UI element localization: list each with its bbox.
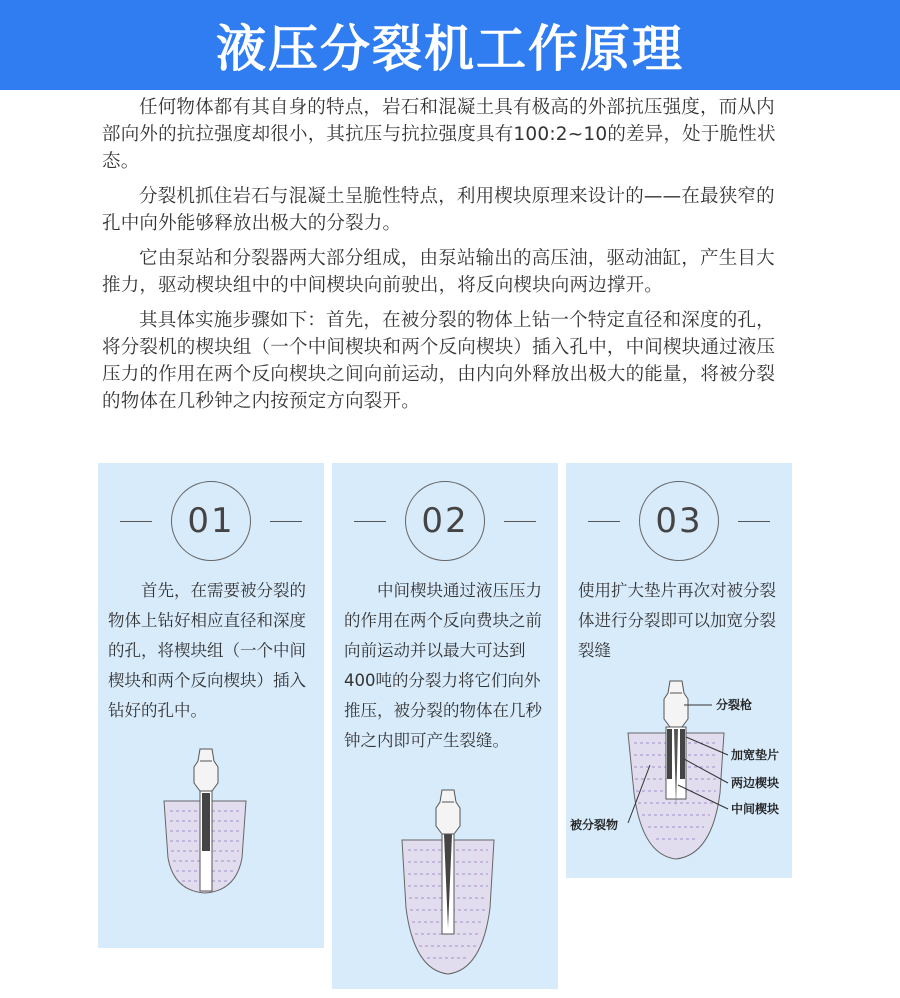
step-description: 使用扩大垫片再次对被分裂体进行分裂即可以加宽分裂裂缝 bbox=[578, 581, 776, 660]
step-description: 中间楔块通过液压压力的作用在两个反向费块之前向前运动并以最大可达到400吨的分裂力将它们向外推压，被分裂的物体在几秒钟之内即可产生裂缝。 bbox=[344, 581, 542, 750]
intro-paragraph: 其具体实施步骤如下：首先，在被分裂的物体上钻一个特定直径和深度的孔，将分裂机的楔块组（一个中间楔块和两个反向楔块）插入孔中，中间楔块通过液压压力的作用在两个反向楔块之间向前运动，由内向外释放出极大的能量，将被分裂的物体在几秒钟之内按预定方向裂开。 bbox=[102, 310, 776, 412]
intro-paragraph: 分裂机抓住岩石与混凝土呈脆性特点，利用楔块原理来设计的——在最狭窄的孔中向外能够释放出极大的分裂力。 bbox=[102, 186, 775, 234]
step-number-badge: 02 bbox=[405, 481, 485, 561]
step-number-row bbox=[566, 481, 792, 563]
intro-paragraph: 它由泵站和分裂器两大部分组成，由泵站输出的高压油，驱动油缸，产生目大推力，驱动楔块组中的中间楔块向前驶出，将反向楔块向两边撑开。 bbox=[102, 248, 775, 296]
step-card-1 bbox=[98, 463, 324, 948]
intro-paragraph: 任何物体都有其自身的特点，岩石和混凝土具有极高的外部抗压强度，而从内部向外的抗拉强度却很小，其抗压与抗拉强度具有100:2~10的差异，处于脆性状态。 bbox=[102, 97, 776, 172]
label-middle-wedge: 中间楔块 bbox=[731, 802, 780, 816]
step-number-row bbox=[332, 481, 558, 563]
divider-line bbox=[120, 521, 152, 522]
label-side-wedges: 两边楔块 bbox=[731, 776, 780, 790]
step-card-3 bbox=[566, 463, 792, 878]
label-object: 被分裂物 bbox=[570, 818, 619, 832]
label-splitter-gun: 分裂枪 bbox=[716, 698, 753, 712]
page-title: 液压分裂机工作原理 bbox=[216, 20, 684, 78]
step-number-badge: 01 bbox=[171, 481, 251, 561]
step-description: 首先，在需要被分裂的物体上钻好相应直径和深度的孔，将楔块组（一个中间楔块和两个反向楔块）插入钻好的孔中。 bbox=[108, 581, 306, 720]
label-widening-shim: 加宽垫片 bbox=[731, 748, 780, 762]
step-card-2 bbox=[332, 463, 558, 989]
divider-line bbox=[504, 521, 536, 522]
divider-line bbox=[354, 521, 386, 522]
wedge-driven-diagram bbox=[398, 788, 498, 988]
wedge-inserted-diagram bbox=[160, 743, 250, 903]
step-number-row bbox=[98, 481, 324, 563]
intro-text bbox=[102, 94, 792, 423]
labeled-splitter-diagram bbox=[566, 675, 792, 865]
divider-line bbox=[588, 521, 620, 522]
divider-line bbox=[738, 521, 770, 522]
step-number-badge: 03 bbox=[639, 481, 719, 561]
title-banner bbox=[0, 0, 900, 90]
divider-line bbox=[270, 521, 302, 522]
